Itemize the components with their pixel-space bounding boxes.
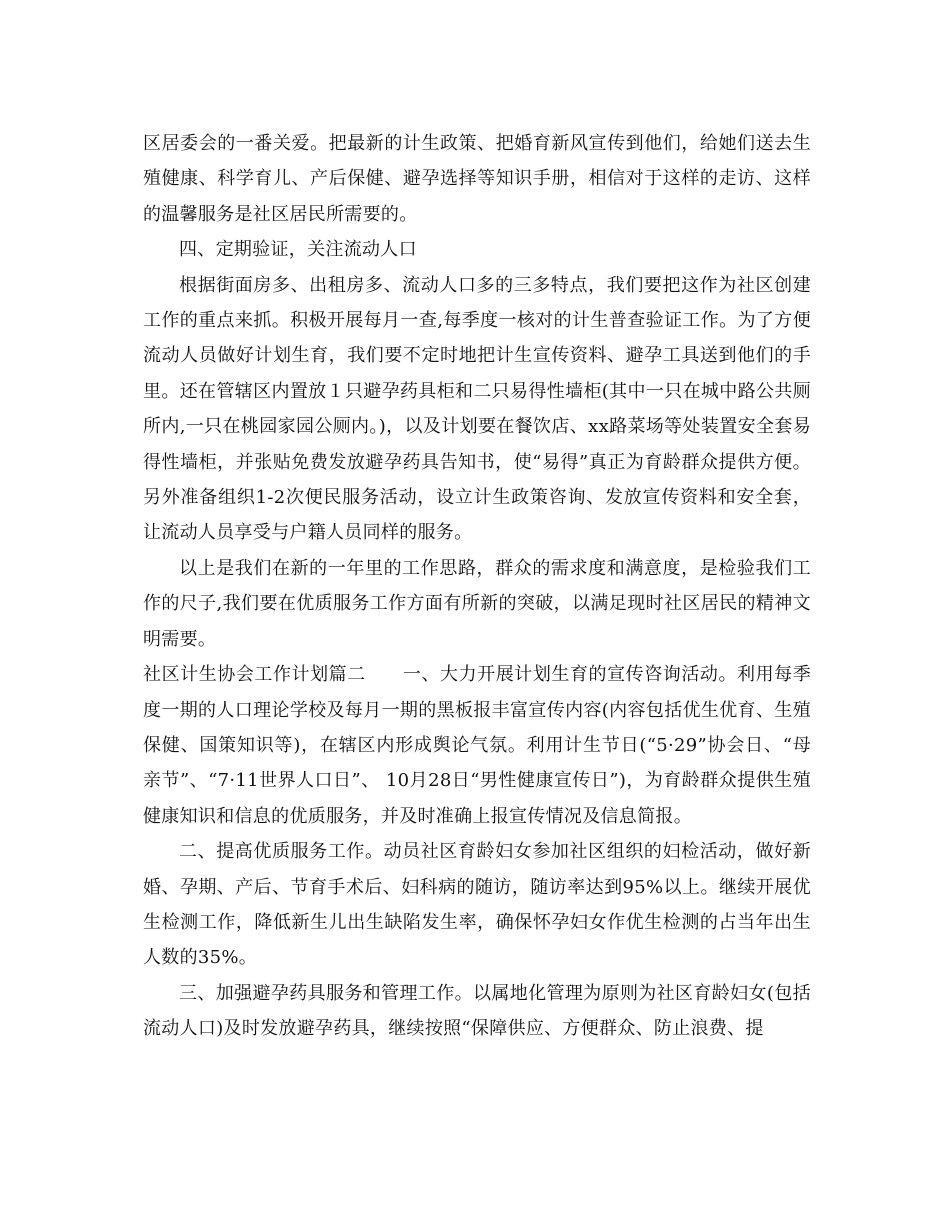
paragraph-3: 根据街面房多、出租房多、流动人口多的三多特点，我们要把这作为社区创建工作的重点来抓。积极开展每月一查,每季度一核对的计生普查验证工作。为了方便流动人员做好计划生育，我们要不定时地把计生宣传资料、避孕工具送到他们的手里。还在管辖区内置放１只避孕药具柜和二只易得性墙柜(其中一只在城中路公共厕所内,一只在桃园家园公厕内。)，以及计划要在餐饮店、xx路菜场等处装置安全套易得性墙柜，并张贴免费发放避孕药具告知书，使“易得”真正为育龄群众提供方便。另外准备组织1-2次便民服务活动，设立计生政策咨询、发放宣传资料和安全套，让流动人员享受与户籍人员同样的服务。 bbox=[143, 274, 811, 544]
document-body bbox=[143, 126, 811, 1047]
paragraph-6: 二、提高优质服务工作。动员社区育龄妇女参加社区组织的妇检活动，做好新婚、孕期、产后、节育手术后、妇科病的随访，随访率达到95%以上。继续开展优生检测工作，降低新生儿出生缺陷发生率，确保怀孕妇女作优生检测的占当年出生人数的35%。 bbox=[143, 841, 811, 969]
paragraph-7: 三、加强避孕药具服务和管理工作。以属地化管理为原则为社区育龄妇女(包括流动人口)及时发放避孕药具，继续按照“保障供应、方便群众、防止浪费、提 bbox=[143, 982, 811, 1040]
paragraph-4: 以上是我们在新的一年里的工作思路，群众的需求度和满意度，是检验我们工作的尺子,我们要在优质服务工作方面有所新的突破，以满足现时社区居民的精神文明需要。 bbox=[143, 557, 811, 650]
paragraph-1: 区居委会的一番关爱。把最新的计生政策、把婚育新风宣传到他们，给她们送去生殖健康、科学育儿、产后保健、避孕选择等知识手册，相信对于这样的走访、这样的温馨服务是社区居民所需要的。 bbox=[143, 133, 811, 225]
paragraph-5: 社区计生协会工作计划篇二 一、大力开展计划生育的宣传咨询活动。利用每季度一期的人口理论学校及每月一期的黑板报丰富宣传内容(内容包括优生优育、生殖保健、国策知识等)，在辖区内形成舆论气氛。利用计生节日(“5·29”协会日、“母亲节”、“7·11世界人口日”、 10月28日“男性健康宣传日”)，为育龄群众提供生殖健康知识和信息的优质服务，并及时准确上报宣传情况及信息简报。 bbox=[143, 664, 811, 827]
section-heading-4: 四、定期验证，关注流动人口 bbox=[179, 239, 417, 261]
